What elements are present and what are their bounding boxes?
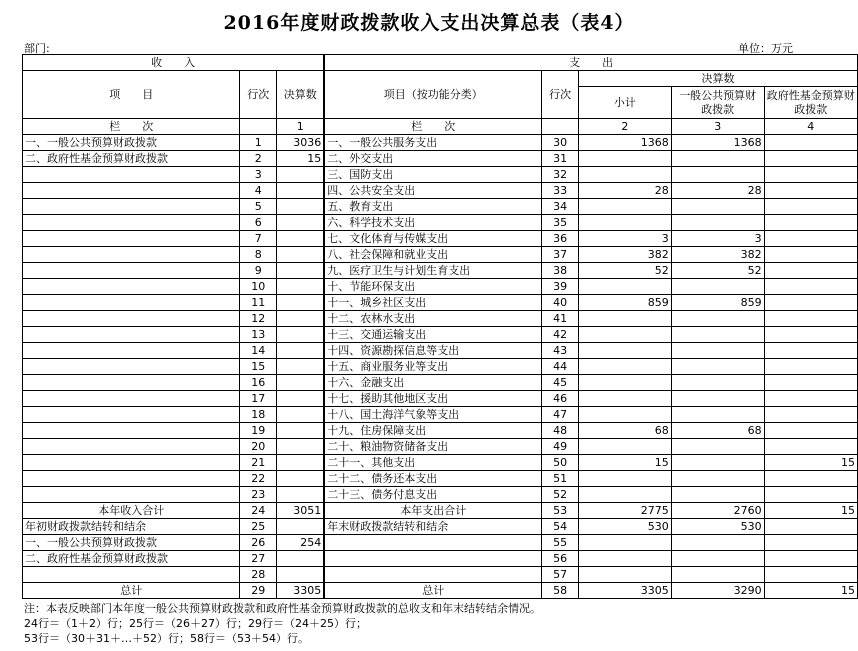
- subtotal-cell: 382: [578, 247, 671, 263]
- gov-fund-cell: [764, 215, 857, 231]
- general-budget-cell: [671, 327, 764, 343]
- income-line-no-cell: 13: [240, 327, 277, 343]
- income-item-cell: [23, 231, 240, 247]
- gov-fund-cell: [764, 535, 857, 551]
- subtotal-cell: 530: [578, 519, 671, 535]
- income-item-cell: 一、一般公共预算财政拨款: [23, 135, 240, 151]
- gov-fund-cell: [764, 183, 857, 199]
- income-line-no-cell: 18: [240, 407, 277, 423]
- gov-fund-cell: [764, 343, 857, 359]
- gov-fund-cell: [764, 231, 857, 247]
- income-amount-cell: [277, 231, 325, 247]
- expense-line-no-cell: 33: [542, 183, 579, 199]
- subtotal-cell: [578, 487, 671, 503]
- gov-fund-cell: [764, 279, 857, 295]
- table-row: [23, 487, 858, 503]
- table-row: [23, 327, 858, 343]
- income-item-cell: [23, 455, 240, 471]
- table-row: [23, 215, 858, 231]
- subtotal-cell: [578, 359, 671, 375]
- expense-item-cell: 十九、住房保障支出: [324, 423, 542, 439]
- expense-item-cell: 十三、交通运输支出: [324, 327, 542, 343]
- income-item-cell: [23, 407, 240, 423]
- income-line-no-cell: 11: [240, 295, 277, 311]
- expense-item-cell: 十七、援助其他地区支出: [324, 391, 542, 407]
- line-no-header-2: 行次: [542, 71, 579, 119]
- general-budget-cell: [671, 279, 764, 295]
- col-label-2: 栏 次: [324, 119, 542, 135]
- line-no-header: 行次: [240, 71, 277, 119]
- income-amount-cell: 254: [277, 535, 325, 551]
- income-amount-cell: [277, 359, 325, 375]
- income-item-cell: [23, 471, 240, 487]
- income-amount-cell: [277, 327, 325, 343]
- expense-line-no-cell: 53: [542, 503, 579, 519]
- gov-fund-cell: 15: [764, 583, 857, 599]
- expense-line-no-cell: 30: [542, 135, 579, 151]
- income-line-no-cell: 23: [240, 487, 277, 503]
- income-line-no-cell: 14: [240, 343, 277, 359]
- col-label: 栏 次: [23, 119, 240, 135]
- expense-item-cell: 十五、商业服务业等支出: [324, 359, 542, 375]
- general-budget-cell: [671, 455, 764, 471]
- expense-line-no-cell: 47: [542, 407, 579, 423]
- subtotal-cell: [578, 215, 671, 231]
- department-label: 部门:: [24, 42, 50, 55]
- subtotal-cell: [578, 551, 671, 567]
- subtotal-header: 小计: [578, 87, 671, 119]
- note-line: 53行＝（30＋31＋…＋52）行；58行＝（53＋54）行。: [24, 632, 309, 645]
- subtotal-cell: 1368: [578, 135, 671, 151]
- income-line-no-cell: 24: [240, 503, 277, 519]
- expense-item-cell: 三、国防支出: [324, 167, 542, 183]
- gov-fund-cell: [764, 263, 857, 279]
- income-amount-cell: [277, 439, 325, 455]
- note-line: 24行＝（1＋2）行；25行＝（26＋27）行；29行＝（24＋25）行；: [24, 617, 367, 630]
- income-line-no-cell: 15: [240, 359, 277, 375]
- income-line-no-cell: 9: [240, 263, 277, 279]
- table-row: [23, 199, 858, 215]
- general-budget-cell: 3: [671, 231, 764, 247]
- income-amount-cell: [277, 247, 325, 263]
- income-line-no-cell: 28: [240, 567, 277, 583]
- table-row: [23, 391, 858, 407]
- expense-item-cell: 五、教育支出: [324, 199, 542, 215]
- income-line-no-cell: 3: [240, 167, 277, 183]
- general-budget-cell: [671, 215, 764, 231]
- expense-item-cell: 二十三、债务付息支出: [324, 487, 542, 503]
- expense-line-no-cell: 52: [542, 487, 579, 503]
- expense-item-cell: 年末财政拨款结转和结余: [324, 519, 542, 535]
- expense-item-cell: 四、公共安全支出: [324, 183, 542, 199]
- expense-line-no-cell: 36: [542, 231, 579, 247]
- general-budget-cell: 530: [671, 519, 764, 535]
- expense-line-no-cell: 49: [542, 439, 579, 455]
- income-line-no-cell: 27: [240, 551, 277, 567]
- table-row: [23, 231, 858, 247]
- subtotal-cell: 2775: [578, 503, 671, 519]
- income-amount-cell: [277, 487, 325, 503]
- table-row: [23, 423, 858, 439]
- general-budget-cell: [671, 535, 764, 551]
- gov-fund-cell: [764, 471, 857, 487]
- general-budget-cell: 859: [671, 295, 764, 311]
- income-line-no-cell: 10: [240, 279, 277, 295]
- expense-line-no-cell: 56: [542, 551, 579, 567]
- table-row: [23, 455, 858, 471]
- income-line-no-cell: 17: [240, 391, 277, 407]
- income-line-no-cell: 6: [240, 215, 277, 231]
- subtotal-cell: 3: [578, 231, 671, 247]
- table-row: [23, 279, 858, 295]
- table-row: [23, 407, 858, 423]
- general-budget-cell: [671, 375, 764, 391]
- income-item-cell: [23, 359, 240, 375]
- income-item-cell: [23, 199, 240, 215]
- table-row: [23, 183, 858, 199]
- table-row: [23, 503, 858, 519]
- table-row: [23, 263, 858, 279]
- income-amount-cell: 3036: [277, 135, 325, 151]
- gov-fund-cell: [764, 551, 857, 567]
- expense-line-no-cell: 42: [542, 327, 579, 343]
- income-item-cell: [23, 423, 240, 439]
- table-row: [23, 151, 858, 167]
- income-item-cell: [23, 439, 240, 455]
- income-item-cell: 二、政府性基金预算财政拨款: [23, 151, 240, 167]
- income-amount-cell: 15: [277, 151, 325, 167]
- table-row: [23, 359, 858, 375]
- subtotal-cell: 28: [578, 183, 671, 199]
- income-line-no-cell: 21: [240, 455, 277, 471]
- income-line-no-cell: 7: [240, 231, 277, 247]
- table-row: [23, 311, 858, 327]
- col-index-empty-2: [542, 119, 579, 135]
- general-budget-cell: [671, 167, 764, 183]
- income-line-no-cell: 20: [240, 439, 277, 455]
- income-item-cell: [23, 167, 240, 183]
- note-line: 注：本表反映部门本年度一般公共预算财政拨款和政府性基金预算财政拨款的总收支和年末结转结余情况。: [24, 602, 541, 615]
- expense-line-no-cell: 39: [542, 279, 579, 295]
- general-budget-cell: [671, 199, 764, 215]
- income-item-cell: [23, 487, 240, 503]
- expense-item-cell: [324, 567, 542, 583]
- income-item-cell: [23, 391, 240, 407]
- general-budget-cell: [671, 407, 764, 423]
- expense-line-no-cell: 58: [542, 583, 579, 599]
- gov-fund-cell: [764, 423, 857, 439]
- income-amount-cell: [277, 311, 325, 327]
- general-budget-cell: 28: [671, 183, 764, 199]
- general-budget-cell: [671, 567, 764, 583]
- amount-header-2: 决算数: [578, 71, 857, 87]
- general-budget-cell: 382: [671, 247, 764, 263]
- income-item-cell: [23, 263, 240, 279]
- income-line-no-cell: 4: [240, 183, 277, 199]
- income-item-cell: [23, 215, 240, 231]
- col-index-2: 2: [578, 119, 671, 135]
- func-item-header: 项目（按功能分类）: [324, 71, 542, 119]
- gov-fund-cell: 15: [764, 503, 857, 519]
- gov-fund-cell: [764, 439, 857, 455]
- gov-fund-cell: [764, 519, 857, 535]
- income-amount-cell: [277, 519, 325, 535]
- income-item-cell: 本年收入合计: [23, 503, 240, 519]
- gov-fund-cell: [764, 327, 857, 343]
- general-budget-cell: [671, 439, 764, 455]
- income-amount-cell: 3305: [277, 583, 325, 599]
- subtotal-cell: [578, 311, 671, 327]
- expense-item-cell: 十一、城乡社区支出: [324, 295, 542, 311]
- expense-item-cell: [324, 551, 542, 567]
- expense-item-cell: 八、社会保障和就业支出: [324, 247, 542, 263]
- subtotal-cell: [578, 375, 671, 391]
- gov-fund-cell: [764, 375, 857, 391]
- col-index-4: 4: [764, 119, 857, 135]
- subtotal-cell: [578, 167, 671, 183]
- expense-line-no-cell: 34: [542, 199, 579, 215]
- table-row: [23, 439, 858, 455]
- expense-line-no-cell: 38: [542, 263, 579, 279]
- expense-item-cell: 十二、农林水支出: [324, 311, 542, 327]
- income-item-cell: [23, 311, 240, 327]
- expense-line-no-cell: 41: [542, 311, 579, 327]
- income-item-cell: [23, 295, 240, 311]
- expense-item-cell: 二十一、其他支出: [324, 455, 542, 471]
- income-line-no-cell: 22: [240, 471, 277, 487]
- general-budget-cell: 68: [671, 423, 764, 439]
- subtotal-cell: 3305: [578, 583, 671, 599]
- income-line-no-cell: 2: [240, 151, 277, 167]
- expense-item-cell: 总计: [324, 583, 542, 599]
- expense-line-no-cell: 57: [542, 567, 579, 583]
- expense-item-cell: 二十二、债务还本支出: [324, 471, 542, 487]
- gov-fund-cell: [764, 295, 857, 311]
- income-line-no-cell: 26: [240, 535, 277, 551]
- item-header: 项 目: [23, 71, 240, 119]
- subtotal-cell: 68: [578, 423, 671, 439]
- general-budget-cell: [671, 359, 764, 375]
- gov-fund-cell: [764, 567, 857, 583]
- gov-fund-header: 政府性基金预算财政拨款: [764, 87, 857, 119]
- expense-item-cell: 十、节能环保支出: [324, 279, 542, 295]
- subtotal-cell: [578, 535, 671, 551]
- income-item-cell: [23, 247, 240, 263]
- income-line-no-cell: 19: [240, 423, 277, 439]
- general-budget-cell: 1368: [671, 135, 764, 151]
- general-budget-cell: 3290: [671, 583, 764, 599]
- expense-item-cell: 十八、国土海洋气象等支出: [324, 407, 542, 423]
- expense-line-no-cell: 50: [542, 455, 579, 471]
- income-line-no-cell: 16: [240, 375, 277, 391]
- income-amount-cell: [277, 295, 325, 311]
- general-budget-cell: 2760: [671, 503, 764, 519]
- subtotal-cell: [578, 407, 671, 423]
- income-item-cell: 一、一般公共预算财政拨款: [23, 535, 240, 551]
- subtotal-cell: [578, 343, 671, 359]
- general-budget-cell: [671, 343, 764, 359]
- income-amount-cell: [277, 215, 325, 231]
- income-header: 收 入: [23, 55, 325, 71]
- gov-fund-cell: [764, 487, 857, 503]
- expense-item-cell: 本年支出合计: [324, 503, 542, 519]
- income-amount-cell: [277, 391, 325, 407]
- expense-item-cell: 二、外交支出: [324, 151, 542, 167]
- income-item-cell: [23, 567, 240, 583]
- gov-fund-cell: [764, 135, 857, 151]
- general-budget-cell: [671, 471, 764, 487]
- expense-header: 支 出: [324, 55, 857, 71]
- table-row: [23, 343, 858, 359]
- income-line-no-cell: 8: [240, 247, 277, 263]
- income-item-cell: [23, 327, 240, 343]
- expense-line-no-cell: 55: [542, 535, 579, 551]
- expense-item-cell: 七、文化体育与传媒支出: [324, 231, 542, 247]
- income-item-cell: 年初财政拨款结转和结余: [23, 519, 240, 535]
- expense-line-no-cell: 43: [542, 343, 579, 359]
- subtotal-cell: 859: [578, 295, 671, 311]
- income-line-no-cell: 29: [240, 583, 277, 599]
- gov-fund-cell: [764, 151, 857, 167]
- header-row-2: [23, 71, 858, 87]
- gov-fund-cell: [764, 311, 857, 327]
- col-index-empty: [240, 119, 277, 135]
- expense-item-cell: 六、科学技术支出: [324, 215, 542, 231]
- income-amount-cell: [277, 183, 325, 199]
- income-item-cell: 二、政府性基金预算财政拨款: [23, 551, 240, 567]
- table-row: [23, 295, 858, 311]
- subtotal-cell: [578, 279, 671, 295]
- table-row: [23, 135, 858, 151]
- income-line-no-cell: 12: [240, 311, 277, 327]
- table-row: [23, 247, 858, 263]
- subtotal-cell: [578, 327, 671, 343]
- subtotal-cell: 15: [578, 455, 671, 471]
- table-row: [23, 583, 858, 599]
- table-row: [23, 519, 858, 535]
- income-amount-cell: [277, 407, 325, 423]
- income-item-cell: [23, 343, 240, 359]
- subtotal-cell: [578, 567, 671, 583]
- gov-fund-cell: 15: [764, 455, 857, 471]
- income-amount-cell: [277, 263, 325, 279]
- col-index-1: 1: [277, 119, 325, 135]
- expense-line-no-cell: 45: [542, 375, 579, 391]
- subtotal-cell: [578, 199, 671, 215]
- subtotal-cell: [578, 391, 671, 407]
- table-row: [23, 551, 858, 567]
- expense-item-cell: [324, 535, 542, 551]
- income-item-cell: [23, 183, 240, 199]
- income-amount-cell: [277, 455, 325, 471]
- general-budget-cell: [671, 391, 764, 407]
- expense-item-cell: 十四、资源勘探信息等支出: [324, 343, 542, 359]
- subtotal-cell: 52: [578, 263, 671, 279]
- income-amount-cell: [277, 423, 325, 439]
- expense-line-no-cell: 35: [542, 215, 579, 231]
- income-amount-cell: [277, 279, 325, 295]
- income-amount-cell: [277, 471, 325, 487]
- income-amount-cell: 3051: [277, 503, 325, 519]
- header-row-1: [23, 55, 858, 71]
- gov-fund-cell: [764, 199, 857, 215]
- income-amount-cell: [277, 567, 325, 583]
- expense-line-no-cell: 54: [542, 519, 579, 535]
- expense-line-no-cell: 46: [542, 391, 579, 407]
- page-title: 2016年度财政拨款收入支出决算总表（表4）: [223, 12, 635, 34]
- expense-line-no-cell: 48: [542, 423, 579, 439]
- footnotes: [24, 601, 541, 646]
- table-row: [23, 167, 858, 183]
- subtotal-cell: [578, 151, 671, 167]
- gov-fund-cell: [764, 359, 857, 375]
- column-index-row: [23, 119, 858, 135]
- income-line-no-cell: 5: [240, 199, 277, 215]
- expense-line-no-cell: 44: [542, 359, 579, 375]
- subtotal-cell: [578, 439, 671, 455]
- general-budget-cell: [671, 487, 764, 503]
- gov-fund-cell: [764, 247, 857, 263]
- expense-line-no-cell: 51: [542, 471, 579, 487]
- table-row: [23, 471, 858, 487]
- budget-table: [22, 54, 858, 599]
- expense-line-no-cell: 32: [542, 167, 579, 183]
- col-index-3: 3: [671, 119, 764, 135]
- expense-line-no-cell: 40: [542, 295, 579, 311]
- income-line-no-cell: 25: [240, 519, 277, 535]
- income-item-cell: 总计: [23, 583, 240, 599]
- gov-fund-cell: [764, 167, 857, 183]
- income-amount-cell: [277, 551, 325, 567]
- expense-item-cell: 十六、金融支出: [324, 375, 542, 391]
- expense-item-cell: 二十、粮油物资储备支出: [324, 439, 542, 455]
- income-amount-cell: [277, 199, 325, 215]
- income-item-cell: [23, 279, 240, 295]
- expense-item-cell: 九、医疗卫生与计划生育支出: [324, 263, 542, 279]
- subtotal-cell: [578, 471, 671, 487]
- table-row: [23, 567, 858, 583]
- general-budget-cell: 52: [671, 263, 764, 279]
- income-amount-cell: [277, 343, 325, 359]
- income-amount-cell: [277, 167, 325, 183]
- expense-line-no-cell: 31: [542, 151, 579, 167]
- general-budget-cell: [671, 151, 764, 167]
- gov-fund-cell: [764, 391, 857, 407]
- gov-fund-cell: [764, 407, 857, 423]
- general-budget-cell: [671, 551, 764, 567]
- income-amount-cell: [277, 375, 325, 391]
- amount-header: 决算数: [277, 71, 325, 119]
- general-budget-cell: [671, 311, 764, 327]
- unit-label: 单位：万元: [738, 42, 793, 55]
- expense-line-no-cell: 37: [542, 247, 579, 263]
- expense-item-cell: 一、一般公共服务支出: [324, 135, 542, 151]
- table-row: [23, 535, 858, 551]
- table-row: [23, 375, 858, 391]
- income-line-no-cell: 1: [240, 135, 277, 151]
- income-item-cell: [23, 375, 240, 391]
- general-budget-header: 一般公共预算财政拨款: [671, 87, 764, 119]
